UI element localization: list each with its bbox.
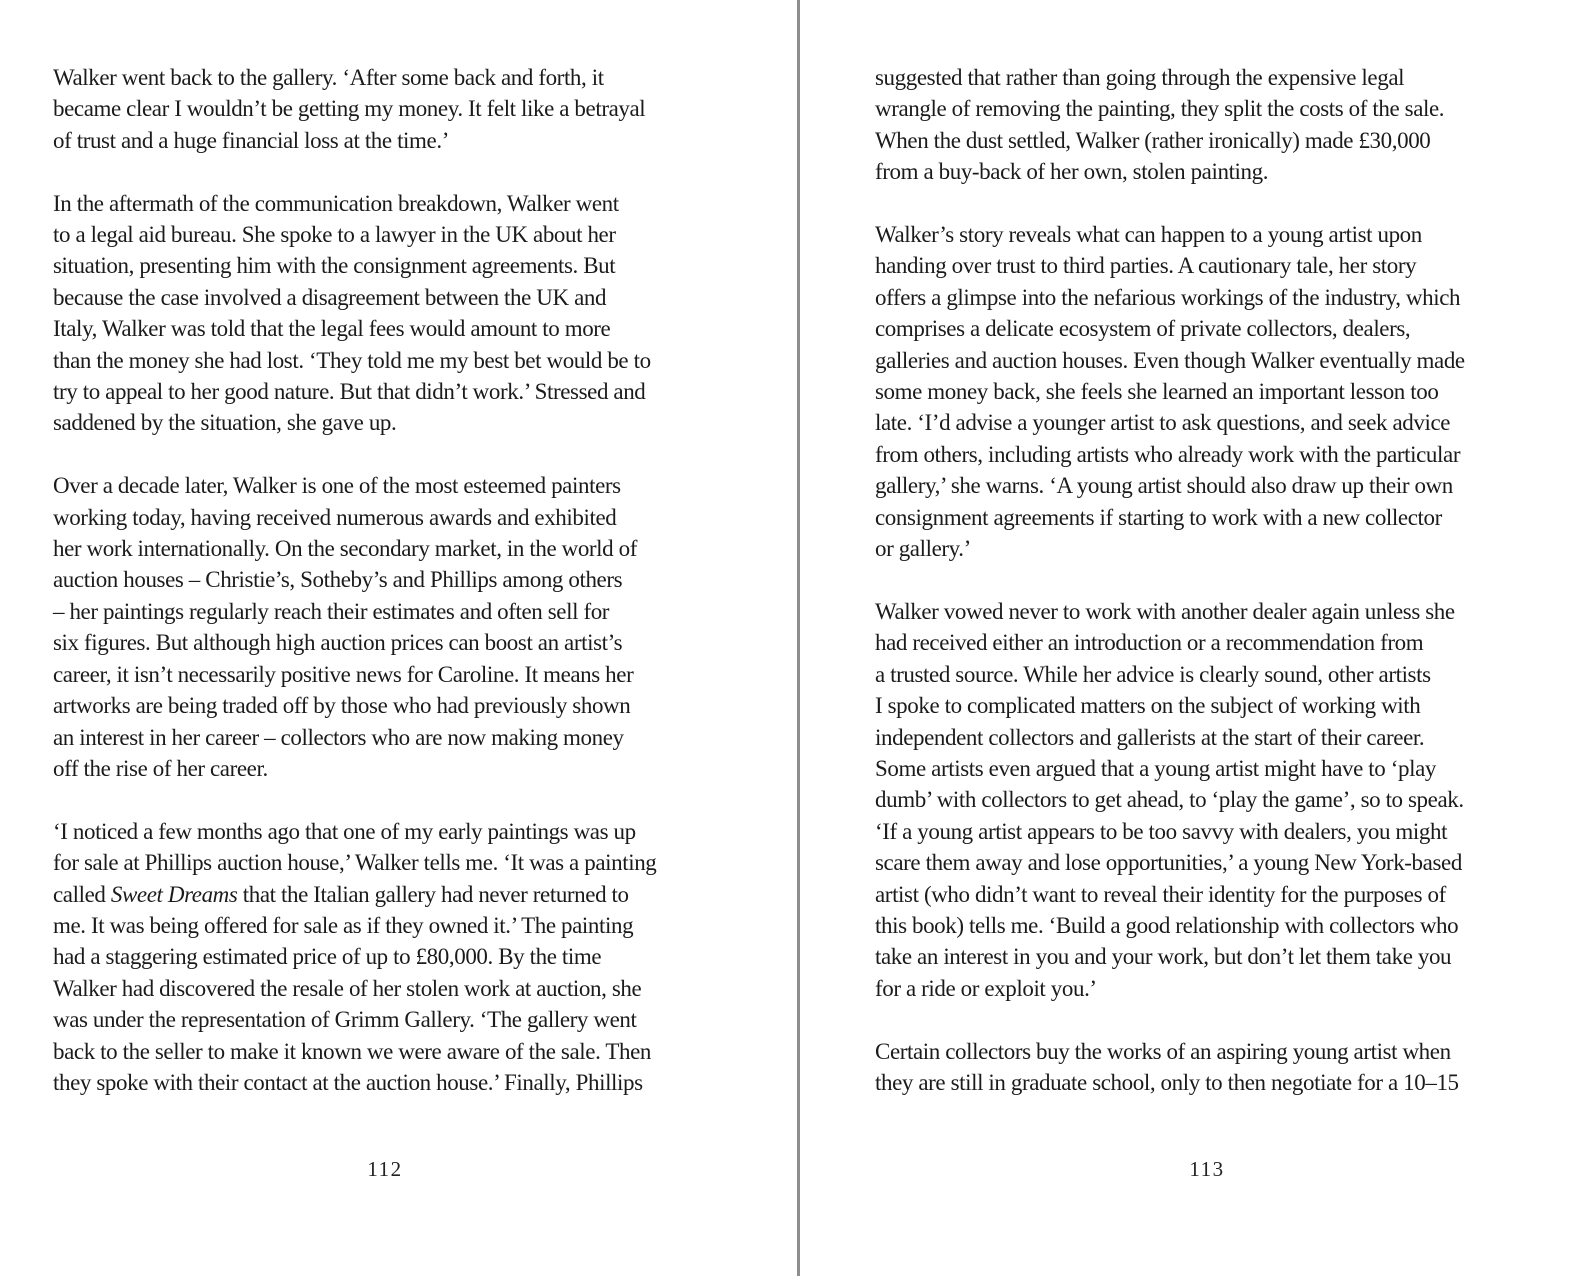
- paragraph: [875, 1036, 1565, 1099]
- text-line: late. ‘I’d advise a younger artist to ask questions, and seek advice: [875, 410, 1451, 436]
- text-line: was under the representation of Grimm Gallery. ‘The gallery went: [53, 1007, 637, 1033]
- text-line: scare them away and lose opportunities,’ a young New York-based: [875, 850, 1462, 876]
- text-line: they spoke with their contact at the auction house.’ Finally, Phillips: [53, 1069, 643, 1095]
- text-line: ‘If a young artist appears to be too savvy with dealers, you might: [875, 818, 1448, 844]
- text-line: – her paintings regularly reach their estimates and often sell for: [53, 598, 610, 624]
- text-line: for sale at Phillips auction house,’ Walker tells me. ‘It was a painting: [53, 850, 657, 876]
- text-line: comprises a delicate ecosystem of private collectors, dealers,: [875, 316, 1411, 342]
- text-line: take an interest in you and your work, but don’t let them take you: [875, 944, 1452, 970]
- text-line: from a buy-back of her own, stolen painting.: [875, 159, 1269, 185]
- text-line: auction houses – Christie’s, Sotheby’s and Phillips among others: [53, 567, 623, 593]
- paragraph: [875, 62, 1565, 188]
- text-line: Over a decade later, Walker is one of the most esteemed painters: [53, 473, 621, 499]
- text-line: When the dust settled, Walker (rather ironically) made £30,000: [875, 127, 1431, 153]
- text-line: Walker vowed never to work with another dealer again unless she: [875, 598, 1455, 624]
- page-number-right: 113: [1189, 1157, 1225, 1181]
- text-line: gallery,’ she warns. ‘A young artist should also draw up their own: [875, 473, 1453, 499]
- page-left-text: [53, 62, 753, 1098]
- text-line: from others, including artists who already work with the particular: [875, 441, 1461, 467]
- text-line: suggested that rather than going through the expensive legal: [875, 65, 1405, 90]
- text-line: dumb’ with collectors to get ahead, to ‘play the game’, so to speak.: [875, 787, 1464, 813]
- text-line: wrangle of removing the painting, they split the costs of the sale.: [875, 96, 1445, 122]
- text-line: I spoke to complicated matters on the subject of working with: [875, 693, 1421, 719]
- page-right: [800, 0, 1596, 1276]
- text-line: six figures. But although high auction prices can boost an artist’s: [53, 630, 623, 656]
- text-line: career, it isn’t necessarily positive news for Caroline. It means her: [53, 661, 634, 687]
- text-line: Walker’s story reveals what can happen to a young artist upon: [875, 222, 1422, 248]
- text-line: they are still in graduate school, only to then negotiate for a 10–15: [875, 1069, 1459, 1095]
- text-line: because the case involved a disagreement between the UK and: [53, 284, 607, 310]
- text-line: Walker had discovered the resale of her stolen work at auction, she: [53, 975, 642, 1001]
- text-line: some money back, she feels she learned an important lesson too: [875, 379, 1439, 405]
- text-line: Italy, Walker was told that the legal fees would amount to more: [53, 316, 611, 342]
- text-line: had received either an introduction or a recommendation from: [875, 630, 1424, 656]
- text-line: galleries and auction houses. Even though Walker eventually made: [875, 347, 1465, 373]
- text-line: called Sweet Dreams that the Italian gallery had never returned to: [53, 881, 629, 907]
- text-line: In the aftermath of the communication breakdown, Walker went: [53, 190, 619, 216]
- text-line: an interest in her career – collectors who are now making money: [53, 724, 624, 750]
- text-line: off the rise of her career.: [53, 755, 268, 781]
- page-number-left: 112: [367, 1157, 403, 1181]
- paragraph: [53, 62, 753, 156]
- paragraph: [53, 816, 753, 1099]
- text-line: situation, presenting him with the consignment agreements. But: [53, 253, 616, 279]
- paragraph: [875, 219, 1565, 564]
- text-line: became clear I wouldn’t be getting my money. It felt like a betrayal: [53, 96, 646, 122]
- page-right-text: [875, 62, 1565, 1098]
- text-line: saddened by the situation, she gave up.: [53, 410, 397, 436]
- text-line: Some artists even argued that a young artist might have to ‘play: [875, 755, 1436, 781]
- text-line: her work internationally. On the secondary market, in the world of: [53, 536, 637, 562]
- paragraph: [875, 596, 1565, 1004]
- text-line: offers a glimpse into the nefarious workings of the industry, which: [875, 284, 1461, 310]
- page-left: [0, 0, 797, 1276]
- text-line: had a staggering estimated price of up to £80,000. By the time: [53, 944, 602, 970]
- text-line: working today, having received numerous awards and exhibited: [53, 504, 617, 530]
- text-line: ‘I noticed a few months ago that one of my early paintings was up: [53, 818, 636, 844]
- text-line: for a ride or exploit you.’: [875, 975, 1097, 1001]
- text-line: Certain collectors buy the works of an aspiring young artist when: [875, 1038, 1451, 1064]
- text-line: to a legal aid bureau. She spoke to a lawyer in the UK about her: [53, 222, 616, 248]
- text-line: try to appeal to her good nature. But that didn’t work.’ Stressed and: [53, 379, 646, 405]
- text-line: Walker went back to the gallery. ‘After some back and forth, it: [53, 65, 604, 90]
- text-line: than the money she had lost. ‘They told me my best bet would be to: [53, 347, 651, 373]
- text-line: artist (who didn’t want to reveal their identity for the purposes of: [875, 881, 1446, 907]
- paragraph: [53, 470, 753, 784]
- text-line: artworks are being traded off by those who had previously shown: [53, 693, 631, 719]
- text-line: independent collectors and gallerists at the start of their career.: [875, 724, 1425, 750]
- text-line: back to the seller to make it known we were aware of the sale. Then: [53, 1038, 652, 1064]
- text-line: of trust and a huge financial loss at the time.’: [53, 127, 449, 153]
- text-line: consignment agreements if starting to work with a new collector: [875, 504, 1442, 530]
- text-line: handing over trust to third parties. A cautionary tale, her story: [875, 253, 1417, 279]
- text-line: me. It was being offered for sale as if they owned it.’ The painting: [53, 912, 634, 938]
- text-line: this book) tells me. ‘Build a good relationship with collectors who: [875, 912, 1459, 938]
- paragraph: [53, 188, 753, 439]
- text-line: a trusted source. While her advice is clearly sound, other artists: [875, 661, 1431, 687]
- text-line: or gallery.’: [875, 536, 971, 562]
